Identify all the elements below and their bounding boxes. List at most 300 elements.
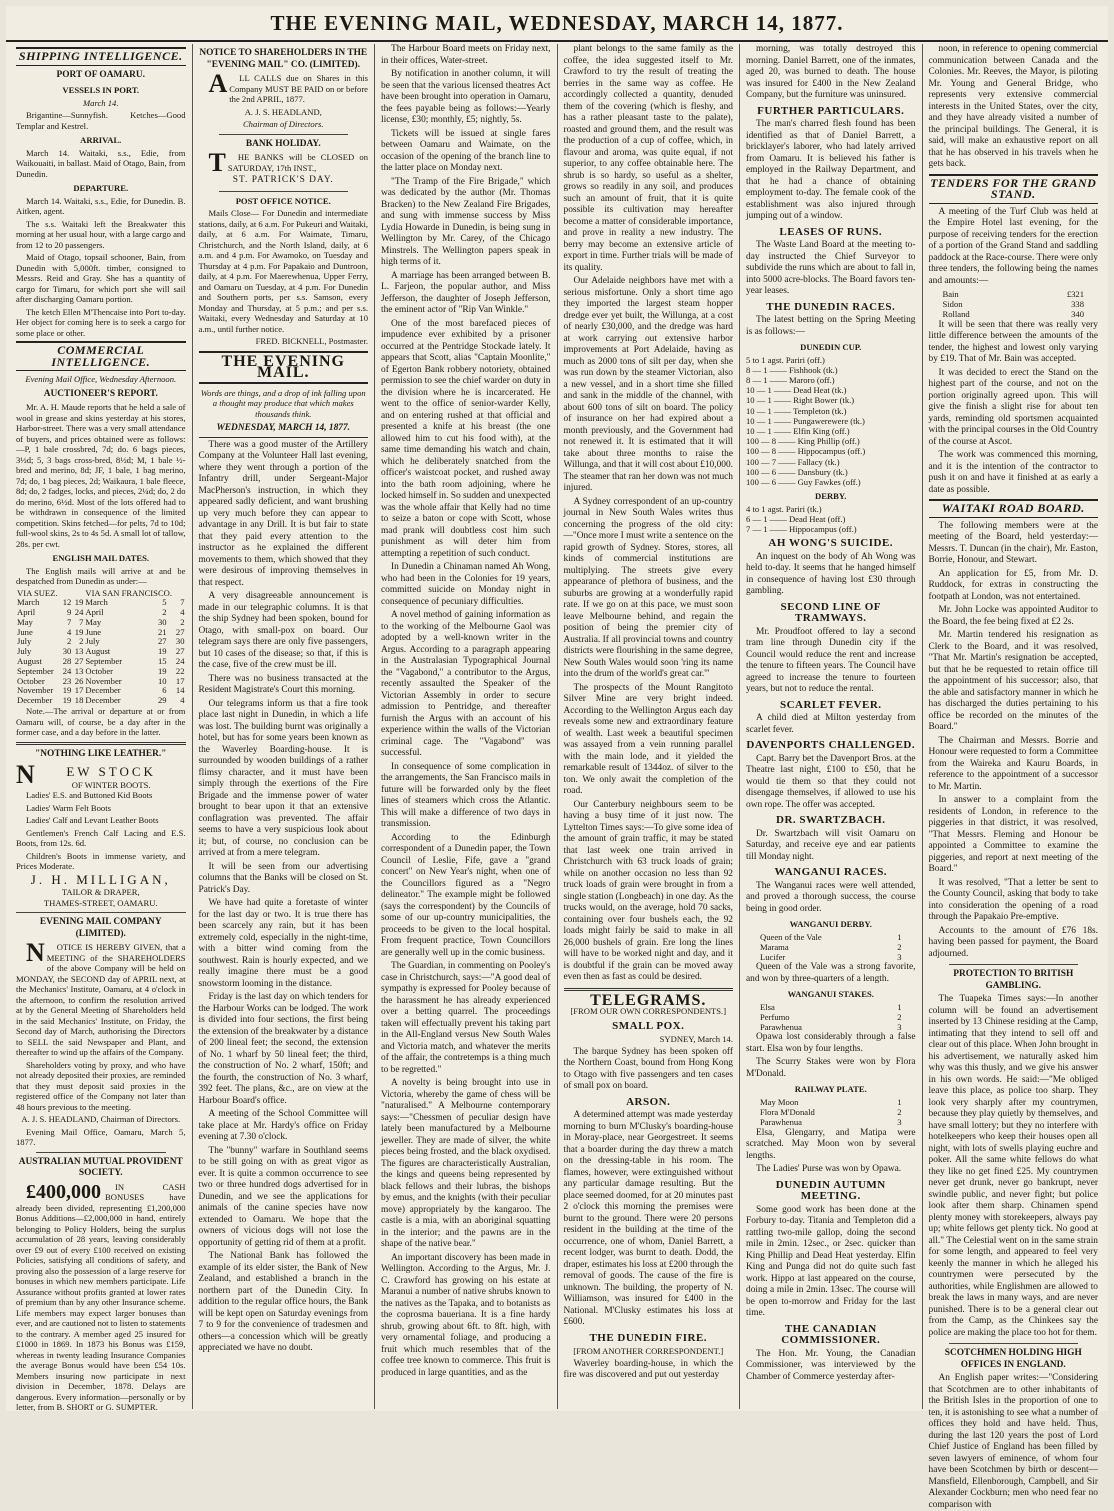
paragraph: "The Tramp of the Fire Brigade," which was dedicated by the author (Mr. Thomas Bracken) to the New Zealand Fire Brigades, and sung with immense success by Miss Lydia Howarde in Dunedin, is being sung in Wellington by Mr. Carey, of the Chicago Minstrels. The Wellington papers speak in high terms of it. (381, 176, 551, 267)
arrival-heading: ARRIVAL. (80, 135, 122, 145)
table-cell: 30 (175, 636, 185, 647)
scarlet-text: A child died at Milton yesterday from scarlet fever. (746, 713, 916, 735)
shareholders-text (199, 69, 369, 105)
post-sign: FRED. BICKNELL, Postmaster. (255, 336, 368, 346)
paragraph: Children's Boots in immense variety, and Prices Moderate. (16, 850, 186, 872)
paragraph: There was no business transacted at the Resident Magistrate's Court this morning. (198, 673, 368, 695)
paragraph: The following members were at the meeting of the Board, held yesterday:—Messrs. T. Duncan (in the chair), Mr. Easton, Borrie, Honour, and Stewart. (928, 520, 1098, 566)
divider (16, 742, 186, 745)
betting-line: 10 — 1 —— Templeton (tk.) (746, 405, 847, 416)
divider (36, 1152, 166, 1153)
betting-line: 10 — 1 —— Dead Heat (tk.) (746, 385, 847, 396)
paragraph: plant belongs to the same family as the coffee, the idea suggested itself to Mr. Crawford to try the result of treating the berries in the same way as coffee. He accordingly collected a quantity, denuded them of the covering (which is fleshy, and has a rather pleasant taste to the palate), roasted and ground them, and the result was the production of a cup of coffee, which, in flavour and aroma, was quite equal, if not superior, to any coffee obtainable here. The shrub is so hardy, so useful as a shelter, grows so readily in any soil, and produces such an amount of fruit, that it is quite possible its cultivation may hereafter become a matter of considerable importance, and prove in reality a new industry. The berry may become an extensive article of export in time. Further trials will be made of its quality. (563, 44, 733, 273)
news-paragraphs (381, 44, 551, 1379)
smallpox-date: SYDNEY, March 14. (659, 1034, 733, 1044)
paragraph: We have had quite a foretaste of winter for the last day or two. It is true there has been scarcely any rain, but it has been extremely cold, especially in the night-time, with a bitter wind coming from the southwest. Rain is hourly expected, and we really imagine there must be a good snowstorm looming in the distance. (198, 898, 368, 989)
paragraph: A novelty is being brought into use in Victoria, whereby the game of chess will be "naturalised." A Melbourne contemporary says:—"Chessmen of peculiar design have lately been manufactured by a Melbourne jeweller. They are made of silver, the white pieces being frosted, and the black oxydised. The figures are characteristically Australian, the kings and queens being represented by black fellows and their lubras, the bishops by emus, and the knights (with their peculiar move) appropriately by the kangaroo. The castle is a mia, with an aboriginal squatting in the interior; and the pawns are in the shape of the native bear." (381, 1078, 551, 1249)
table-cell: 27 (175, 646, 185, 657)
cup-betting (746, 355, 916, 488)
wstakes-results (746, 1002, 916, 1033)
protection-text: The Tuapeka Times says:—In another column will be found an advertisement inserted by 13 Chinese residing at the Camp, intimating that they intend to sell off and clear out of this place. When John brought in his advertisement, we naturally asked him why was this thusly, and we give his answer in his own words. He said:—"Me obliged leave this place, as police too sharp. They look very sharply after my countrymen, because they play quietly by themselves, and have small lottery; but they no interfere with hotelkeepers who keep their houses open all night, with lots of swells playing euchre and poker. All the same white fellows do what they like no get fined £25. My countrymen never get drunk, never go bankrupt, never swindle public, and never fight; but police look after them sharp. Chinamen spend plenty money with storekeepers, always pay up; white fellows get plenty tick. No good at all." The Celestial went on in the same strain for some length, and appeared to feel very keenly the manner in which he alleged his countrymen were persecuted by the authorities, while Englishmen are allowed to break the laws in many ways, and are never punished. There is to be a general clear out from the Camp, as the Chinkees say the police are making the place too hot for them. (928, 994, 1098, 1338)
betting-line: 100 — 6 —— Dansbury (tk.) (746, 466, 848, 477)
table-cell: 15 (157, 656, 167, 667)
paragraph: In Dunedin a Chinaman named Ah Wong, who had been in the Colonies for 19 years, committed suicide on Monday night in consequence of pecuniary difficulties. (381, 562, 551, 607)
table-cell: 19 (62, 695, 72, 706)
result-name: Bain (942, 289, 959, 299)
paragraph: Ladies' E.S. and Buttoned Kid Boots (26, 790, 153, 801)
table-cell: 19 (74, 597, 84, 608)
paragraph: Ladies' Calf and Levant Leather Boots (26, 815, 159, 826)
further-heading: FURTHER PARTICULARS. (757, 104, 905, 117)
betting-line: 10 — 1 —— Elfin King (off.) (746, 425, 850, 436)
table-cell: December (85, 685, 121, 696)
table-cell: 27 (175, 626, 185, 637)
result-name: Sidon (942, 299, 963, 310)
paragraph: A novel method of gaining information as to the working of the Melbourne Gaol was adopted by a well-known writer in the Argus. According to a paragraph appearing in the Australasian Typographical Journal the "Vagabond," a contributor to the Argus, recently assaulted the Speaker of the Victorian Assembly in order to secure admission to Pentridge, and thereafter furnish the Argus with an account of his experience within the walls of the Victorian criminal cage. The "Vagabond" was successful. (381, 610, 551, 758)
amp-body: IN CASH BONUSES have already been divided, representing £1,200,000 Bonus Additions—£2,000,000 in hand, entirely belonging to Policy Holders, being the surplus accumulation of 28 years, leaving considerably over £9 out of every £100 received on existing Policies, satisfying all conditions of safety, and proving also the possession of a large reserve for bonuses in which new members participate. Life Assurance without profits granted at lower rates of premium than by any other Insurance scheme. Life members may expect larger bonuses than ever, and are cautioned not to listen to statements to the contrary. A member aged 25 insured for £1000 in 1869. In 1873 his Bonus was £159, whereas in twenty leading Insurance Companies the average Bonus would have been £54 10s. Members insuring now participate in next division in December, 1878. Delays are dangerous. Every information—personally or by letter, from B. SHORT or G. SUMPTER. (16, 1181, 186, 1413)
paragraph: In consequence of some complication in the arrangements, the San Francisco mails in future will be forwarded only by the fleet lines of steamers which cross the Atlantic. This will make a difference of two days in transmission. (381, 761, 551, 829)
table-cell: 27 (157, 636, 167, 647)
betting-line: 100 — 7 —— Fallacy (tk.) (746, 456, 840, 467)
races-intro: The latest betting on the Spring Meeting is as follows:— (746, 315, 916, 337)
paragraph: Our telegrams inform us that a fire took place last night in Dunedin, in which a life was lost. The building burnt was originally a hotel, but has for some years been known as the Waverley Boarding-house. It is surrounded by wooden buildings of a rather flimsy character, and it must have been simply through the exertions of the Fire Brigade and the immense power of water brought to bear upon it that an extensive conflagration was prevented. The affair seems to have a very suspicious look about it; but, of course, no conclusion can be arrived at from a mere telegram. (198, 698, 368, 858)
shipping-heading: SHIPPING INTELLIGENCE. (16, 47, 186, 66)
leather-heading: "NOTHING LIKE LEATHER." (35, 748, 167, 759)
masthead-title: THE EVENING MAIL, WEDNESDAY, MARCH 14, 1877. (270, 11, 844, 35)
column-5 (740, 44, 923, 1409)
table-cell: August (85, 646, 111, 657)
result-row (746, 1097, 916, 1107)
divider (219, 191, 349, 192)
rail-note: Elsa, Glengarry, and Matipa were scratched. May Moon won by several lengths. (746, 1127, 916, 1161)
bank-body: HE BANKS will be CLOSED on SATURDAY, 17th INST., (227, 152, 368, 173)
table-cell: July (17, 646, 32, 657)
paragraph: The National Bank has followed the example of its elder sister, the Bank of New Zealand, and established a branch in the northern part of the Dunedin City. In addition to the regular office hours, the Bank will be kept open on Saturday evenings from 7 to 9 for the convenience of tradesmen and others—a concession which will be greatly appreciated we have no doubt. (198, 1251, 368, 1353)
arson-heading: ARSON. (626, 1095, 671, 1108)
tenders-text: A meeting of the Turf Club was held at the Empire Hotel last evening, for the purpose of receiving tenders for the erection of a portion of the Grand Stand and saddling paddock at the Race-course. There were only three tenders, the following being the names and amounts:— (928, 206, 1098, 286)
telegrams-heading: TELEGRAMS. (590, 991, 707, 1009)
table-cell: 29 (157, 695, 167, 706)
mail-dates-heading: ENGLISH MAIL DATES. (52, 553, 150, 563)
wstakes-note: Opawa lost considerably through a false start. Elsa won by four lengths. (746, 1032, 916, 1054)
tenders-list (929, 289, 1099, 320)
vessels-heading: VESSELS IN PORT. (62, 85, 140, 95)
commercial-heading: COMMERCIAL INTELLIGENCE. (16, 341, 186, 371)
result-place: 3 (897, 952, 902, 963)
result-name: Rolland (942, 309, 970, 320)
notice-body: OTICE IS HEREBY GIVEN, that a MEETING of the SHAREHOLDERS of the above Company will be held on MONDAY, the SECOND day of APRIL next, at the Mechanics' Institute, Oamaru, at 4 o'clock in the afternoon, to confirm the resolution arrived at by the General Meeting of Shareholders held in the said Mechanics' Institute, on Friday, the Second day of March, authorising the Directors to SELL the said Newspaper and Plant, and thereafter to wind up the affairs of the Company. (16, 942, 186, 1058)
table-cell: 22 (175, 665, 185, 676)
departure-text: March 14. Waitaki, s.s., Edie, for Dunedin. B. Aitken, agent. (16, 195, 186, 216)
betting-line: 100 — 6 —— Guy Fawkes (off.) (746, 476, 861, 487)
table-cell: 19 (157, 646, 167, 657)
swartzbach-text: Dr. Swartzbach will visit Oamaru on Saturday, and receive eye and ear patients till Monday night. (746, 828, 916, 862)
mail-col-sf: VIA SAN FRANCISCO. (85, 587, 173, 598)
notice-text-2: Shareholders voting by proxy, and who have not already deposited their proxies, are reminded that they must deposit said proxies in the registered office of the Company not later than 48 hours previous to the meeting. (16, 1059, 186, 1112)
canada-continued: noon, in reference to opening commercial communication between Canada and the Colonies. Mr. Reeves, the Mayor, is piloting Mr. Young and General Bridge, who represents very extensive commercial interests in the United States, over the city, and they have already visited a number of the principal buildings. The General, it is said, will make an exhaustive report on all that he has observed in his travels when he gets back. (928, 44, 1098, 169)
arson-text: A determined attempt was made yesterday morning to burn M'Clusky's boarding-house in Moray-place, near Georgestreet. It seems that a boarder during the day threw a match on the dressing-table in his room. The flames, however, were extinguished without any particular damage resulting. But the place seemed doomed, for at 20 minutes past 2 o'clock this morning the premises were burnt to the ground. There were 20 persons resident in the building at the time of the occurrence, one of whom, Daniel Barrett, a recent lodger, was burnt to death. Dodd, the draper, estimates his loss at £200 through the removal of goods. The cause of the fire is unknown. The building, the property of N. Williamson, was insured for £400 in the National. M'Clusky estimates his loss at £600. (563, 1110, 733, 1327)
table-cell: December (17, 695, 53, 706)
paragraph: An important discovery has been made in Wellington. According to the Argus, Mr. J. C. Crawford has growing on his estate at Maranui a number of native shrubs known to the natives as the Tapaka, and to botanists as the coprosma baueriana. It is a fine hardy shrub, growing about 6ft. to 8ft. high, with very ornamental foliage, and producing a fruit which much resembles that of the coffee tree known to commerce. This fruit is produced in large quantities, and as the (381, 1252, 551, 1378)
paragraph: The Guardian, in commenting on Pooley's case in Christchurch, says:—"A good deal of sympathy is expressed for Pooley because of the harassment he has already experienced over a betting quarrel. The proceedings taken will effectually prevent his taking part in the All-England versus New South Wales and Victoria match, and whatever the merits of the affair, the contretemps is a thing much to be regretted." (381, 961, 551, 1075)
result-name: Parawhenua (760, 1117, 802, 1128)
tram-text: Mr. Proudfoot offered to lay a second tram line through Dunedin city if the Council would reduce the rent and increase the tenure to fifteen years. The Council have agreed to increase the tenure to fourteen years, but not to reduce the rental. (746, 626, 916, 695)
scarlet-heading: SCARLET FEVER. (779, 698, 882, 711)
wderby-note: Queen of the Vale was a strong favorite, and won by three-quarters of a length. (746, 962, 916, 984)
table-cell: 2 (180, 616, 185, 627)
table-cell: 13 (74, 665, 84, 676)
paragraph: Tickets will be issued at single fares between Oamaru and Waimate, on the occasion of the opening of the branch line to the latter place on Monday next. (381, 128, 551, 173)
paragraph: There was a good muster of the Artillery Company at the Volunteer Hall last evening, where they went through a portion of the Infantry drill, under Sergeant-Major MacPherson's instruction, in which they appeared sadly deficient, and want brushing up very much before they can appear to advantage in any Drill. It is but fair to state that they paid every attention to the instructor as he explained the different movements to them, which showed that they were desirous of improving themselves in that respect. (198, 439, 368, 588)
result-place: 2 (897, 1107, 902, 1118)
table-cell: June (17, 626, 33, 637)
result-place: 338 (1071, 299, 1084, 310)
mail-dates-sub: The English mails will arrive at and be despatched from Dunedin as under:— (16, 565, 186, 586)
tenders-heading: TENDERS FOR THE GRAND STAND. (929, 174, 1099, 204)
paragraph: The Harbour Board meets on Friday next, in their offices, Water-street. (381, 44, 551, 66)
table-cell: December (85, 695, 121, 706)
stock-title: EW STOCK (66, 764, 156, 780)
mail-col-suez: VIA SUEZ. (17, 587, 58, 598)
result-place: 2 (897, 941, 902, 952)
table-cell: 27 (74, 656, 84, 667)
paragraph: Our Adelaide neighbors have met with a serious misfortune. Only a short time ago they imported the largest steam hopper dredge ever yet built, the Willunga, at a cost of nearly £30,000, and the dredge was hard at work carrying out extensive harbor improvements at Port Adelaide, having as much as 2000 tons of silt per day, when she was run down by the steamer Victorian, also a new vessel, and in a short time she filled and sank in the middle of the channel, with about 600 tons of silt on board. The policy of insurance on her had expired about a month previously, and the Government had not renewed it. It is estimated that it will take about three months to raise the Willunga, and that it will cost about £10,000. The steamer that ran her down was not much injured. (563, 276, 733, 493)
tenders-text-2: It will be seen that there was really very little difference between the amounts of the tender, the highest and lowest only varying by £19. That of Mr. Bain was accepted. (928, 319, 1098, 365)
tenders-text-4: The work was commenced this morning, and it is the intention of the contractor to push it on and have it finished at as early a date as possible. (928, 450, 1098, 495)
betting-line: 4 to 1 agst. Pariri (tk.) (746, 503, 822, 514)
table-cell: 5 (162, 597, 167, 608)
shipping-para: The s.s. Waitaki left the Breakwater this morning at her usual hour, with a large cargo and from 12 to 20 passengers. (16, 218, 186, 250)
table-cell: 7 (66, 616, 72, 627)
table-cell: October (17, 675, 45, 686)
mail-note: Note.—The arrival or departure at or from Oamaru will, of course, be a day after in the former case, and a day before in the latter. (16, 706, 186, 738)
drop-cap-a: A (208, 69, 228, 98)
betting-line: 100 — 8 —— King Phillip (off.) (746, 436, 860, 447)
table-cell: 24 (62, 665, 72, 676)
result-row (746, 952, 916, 962)
canada-text: The Hon. Mr. Young, the Canadian Commissioner, was interviewed by the Chamber of Commerce yesterday after- (746, 1348, 916, 1382)
paragraph: Friday is the last day on which tenders for the Harbour Works can be lodged. The work is divided into four sections, the first being the extension of the breakwater by a distance of 200 lineal feet; the second, the extension of No. 1 wharf by 50 lineal feet; the third, the construction of No. 2 wharf, 150ft; and the fourth, the construction of No. 3 wharf, 392 feet. The plans, &c., are on view at the Harbour Board's office. (198, 992, 368, 1106)
table-cell: May (85, 616, 102, 627)
result-name: May Moon (760, 1096, 799, 1107)
table-cell: 6 (162, 685, 167, 696)
table-cell: April (17, 607, 36, 618)
paragraph: Gentlemen's French Calf Lacing and E.S. Boots, from 12s. 6d. (16, 827, 186, 849)
protection-heading: PROTECTION TO BRITISH GAMBLING. (953, 969, 1074, 991)
rail-results (746, 1097, 916, 1128)
amp-heading: AUSTRALIAN MUTUAL PROVIDENT SOCIETY. (18, 1156, 183, 1179)
smallpox-heading: SMALL POX. (612, 1019, 685, 1032)
table-cell: 24 (74, 607, 84, 618)
result-place: £321 (1066, 289, 1084, 299)
drop-cap-t: T (208, 148, 226, 177)
betting-line: 8 — 1 —— Maroro (off.) (746, 374, 835, 385)
port-heading: PORT OF OAMARU. (56, 69, 145, 80)
table-cell: September (17, 665, 54, 676)
rail-heading: RAILWAY PLATE. (794, 1084, 867, 1095)
bank-heading: BANK HOLIDAY. (245, 138, 321, 149)
post-text: Mails Close— For Dunedin and intermediate stations, daily, at 6 a.m. For Pukeuri and Waitaki, daily, at 6 a.m. For Waimate, Timaru, Christchurch, and the North Island, daily, at 6 a.m. and 4 p.m. For Awamoko, on Tuesday and Thursday at 4 p.m. For Papakaio and Duntroon, daily, at 4 p.m. For Maerewhenua, Upper Ferry, and Oamaru on Tuesday, at 4 p.m. For Dunedin and Southern ports, per s.s. Samson, every Monday and Thursday, at 5 p.m.; and per s.s. Waitaki, every Wednesday and Saturday at 10 a.m., until further notice. (198, 208, 368, 334)
suicide-text: An inquest on the body of Ah Wong was held to-day. It seems that he hanged himself in consequence of having lost £30 through gambling. (746, 551, 916, 597)
divider (949, 1343, 1079, 1344)
scurry-text: The Scurry Stakes were won by Flora M'Donald. (746, 1057, 916, 1079)
wanganui-text: The Wanganui races were well attended, and proved a thorough success, the course being in good order. (746, 880, 916, 914)
post-heading: POST OFFICE NOTICE. (235, 195, 331, 206)
table-cell: 18 (74, 695, 84, 706)
swartzbach-heading: DR. SWARTZBACH. (776, 814, 886, 827)
result-row (929, 289, 1099, 299)
milligan-name: J. H. MILLIGAN, (30, 871, 171, 887)
table-cell: 24 (175, 656, 185, 667)
dateline: WEDNESDAY, MARCH 14, 1877. (199, 423, 369, 438)
paragraph: A marriage has been arranged between B. L. Farjeon, the popular author, and Miss Jefferson, the daughter of Joseph Jefferson, the eminent actor of "Rip Van Winkle." (381, 270, 551, 315)
table-cell: 19 (157, 665, 167, 676)
table-cell: 2 (162, 607, 167, 618)
drop-cap-n: N (16, 760, 35, 790)
result-row (746, 1117, 916, 1127)
result-name: Flora M'Donald (760, 1107, 815, 1118)
tenders-text-3: It was decided to erect the Stand on the highest part of the course, and not on the portion originally agreed upon. This will give the finish a slight rise for about ten yards, reminding old sportsmen acquainted with the principal courses in the Old Country of the course at Ascot. (928, 367, 1099, 447)
cup-heading: DUNEDIN CUP. (800, 342, 862, 352)
davenports-text: Capt. Barry bet the Davenport Bros. at the Theatre last night, £100 to £50, that he would tie them so that they could not disengage themselves, if allowed to use his own rope. The offer was accepted. (746, 753, 916, 810)
result-row (746, 1022, 916, 1032)
result-row (746, 1012, 916, 1022)
result-place: 1 (897, 1001, 902, 1012)
paragraph: Mr. Martin tendered his resignation as Clerk to the Board, and it was resolved, "That Mr. Martin's resignation be accepted, but that he be requested to retain office till the appointment of his successor; also, that the able and satisfactory manner in which he has discharged the duties pertaining to his office be recorded on the minutes of the Board." (928, 630, 1098, 733)
table-cell: July (85, 636, 100, 647)
milligan-address: THAMES-STREET, OAMARU. (43, 897, 158, 908)
bank-day: ST. PATRICK'S DAY. (232, 175, 334, 185)
table-cell: 7 (180, 597, 185, 608)
company-heading: EVENING MAIL COMPANY (LIMITED). (39, 917, 162, 939)
shipping-para: Maid of Otago, topsail schooner, Bain, from Dunedin with 5,000ft. timber, consigned to Messrs. Reid and Gray. She has a quantity of cargo for Timaru, for which port she will sail after discharging Oamaru portion. (16, 252, 186, 304)
table-cell: 4 (180, 695, 185, 706)
fire-sub: [FROM ANOTHER CORRESPONDENT.] (573, 1346, 724, 1356)
paragraph: By notification in another column, it will be seen that the various licensed theatres Act have been brought into operation in Oamaru, the fees payable being as follows:—Yearly license, £30; monthly, £5; nightly, 5s. (381, 69, 551, 125)
result-row (746, 942, 916, 952)
boots-ad (16, 762, 186, 913)
boots-list (16, 790, 186, 872)
result-place: 1 (897, 1096, 902, 1107)
auctioneer-heading: AUCTIONEER'S REPORT. (43, 388, 158, 399)
table-cell: 21 (157, 626, 167, 637)
autumn-heading: DUNEDIN AUTUMN MEETING. (775, 1178, 886, 1203)
table-cell: 13 (74, 646, 84, 657)
shareholders-role: Chairman of Directors. (242, 119, 324, 129)
fire-heading: THE DUNEDIN FIRE. (589, 1331, 708, 1344)
divider (219, 134, 349, 135)
table-cell: 14 (175, 685, 185, 696)
commercial-date: Evening Mail Office, Wednesday Afternoon. (25, 374, 177, 384)
divider (564, 988, 734, 991)
table-cell: 4 (180, 607, 185, 618)
shareholders-body: LL CALLS due on Shares in this Company MUST BE PAID on or before the 2nd APRIL, 1877. (229, 73, 368, 104)
table-cell: 30 (157, 616, 167, 627)
result-name: Marama (760, 941, 789, 952)
shipping-para: The ketch Ellen M'Thencaise into Port to-day. Her object for coming here is to seek a cargo for some place or other. (16, 306, 186, 338)
wanganui-heading: WANGANUI RACES. (774, 866, 888, 879)
editorial-paragraphs (199, 440, 369, 1355)
table-cell: June (85, 626, 102, 637)
result-place: 1 (897, 931, 902, 942)
news-paragraphs (564, 44, 734, 984)
table-cell: 7 (79, 616, 84, 627)
paragraph: Ladies' Warm Felt Boots (26, 802, 111, 813)
table-cell: November (17, 685, 54, 696)
telegrams-sub: [FROM OUR OWN CORRESPONDENTS.] (570, 1006, 727, 1016)
mail-dates-table (16, 589, 186, 707)
motto: Words are things, and a drop of ink falling upon a thought may produce that which makes thousands think. (200, 387, 366, 419)
table-cell: September (85, 656, 123, 667)
betting-line: 5 to 1 agst. Pariri (off.) (746, 354, 825, 365)
betting-line: 100 — 8 —— Hippocampus (off.) (746, 446, 866, 457)
races-heading: THE DUNEDIN RACES. (766, 300, 896, 313)
result-name: Perfumo (760, 1012, 790, 1023)
amp-amount: £400,000 (26, 1180, 101, 1203)
column-4 (558, 44, 741, 1409)
davenports-heading: DAVENPORTS CHALLENGED. (746, 739, 916, 752)
table-cell: 26 (74, 675, 84, 686)
betting-line: 6 — 1 —— Dead Heat (off.) (746, 513, 846, 524)
result-row (929, 309, 1099, 319)
shareholders-heading: NOTICE TO SHAREHOLDERS IN THE "EVENING MAIL" CO. (LIMITED). (199, 48, 368, 70)
waitaki-heading: WAITAKI ROAD BOARD. (929, 499, 1099, 518)
paragraph: An application for £5, from Mr. D. Ruddock, for extras in constructing the footpath at London, was not entertained. (928, 568, 1098, 602)
table-cell: 19 (62, 685, 72, 696)
newspaper-page (6, 6, 1108, 1510)
evening-mail-title: THE EVENING MAIL. (199, 351, 369, 384)
table-cell: July (17, 636, 32, 647)
result-place: 340 (1071, 309, 1084, 320)
table-cell: 2 (66, 636, 72, 647)
purse-text: The Ladies' Purse was won by Opawa. (756, 1164, 902, 1175)
betting-line: 10 — 1 —— Pungawerewere (tk.) (746, 415, 865, 426)
result-row (746, 1002, 916, 1012)
column-1 (10, 44, 193, 1413)
paragraph: The Chairman and Messrs. Borrie and Honour were requested to form a Committee from the Waireka and Kauru Boards, in reference to the appointment of a successor to Mr. Martin. (928, 735, 1098, 792)
departure-heading: DEPARTURE. (73, 183, 129, 193)
masthead (6, 6, 1108, 42)
paragraph: The prospects of the Mount Rangitoto Silver Mine are very bright indeed. According to the Wellington Argus each day reveals some new and extraordinary feature of wealth. Last week a beautiful specimen was assayed from a vein running parallel with the main lode, and it yielded the remarkable result of 1344oz. of silver to the ton. We only await the completion of the road. (563, 682, 733, 796)
result-row (746, 1107, 916, 1117)
smallpox-text: The barque Sydney has been spoken off the Northern Coast, bound from Hong Kong to Otago with five passengers and ten cases of small pox on board. (563, 1046, 733, 1091)
table-cell: 23 (62, 675, 72, 686)
paragraph: A Sydney correspondent of an up-country journal in New South Wales writes thus concerning the progress of the old city:—"Once more I must write a sentence on the rapid growth of Sydney. Stores, stores, all kinds of commercial institutions are multiplying. The streets give every appearance of plethora of business, and the suburbs are growing at a wonderfully rapid rate. If we go on at this pace, we must soon leave Melbourne behind, and regain the position of being the premier city of Australia. If all provincial towns and country districts were flourishing in the same degree, New South Wales would soon 'ring its name into the drum of the world's great car.'" (563, 496, 733, 679)
divider (949, 964, 1079, 965)
milligan-trade: TAILOR & DRAPER, (61, 887, 140, 898)
tram-heading: SECOND LINE OF TRAMWAYS. (780, 600, 882, 625)
notice-text (16, 938, 186, 1058)
suicide-heading: AH WONG'S SUICIDE. (768, 537, 894, 550)
result-place: 2 (897, 1012, 902, 1023)
autumn-text: Some good work has been done at the Forbury to-day. Titania and Templeton did a rattling two-mile gallop, doing the second mile in 2min. 12sec., or 2sec. quicker than King Phillip and Dead Heat yesterday. Elfin King and Punga did not do quite such fast work. Hippo at last appeared on the course, doing a mile in 2min. 13sec. The course will be open to-morrow and Friday for the last time. (746, 1204, 916, 1319)
table-cell: October (85, 665, 114, 676)
table-cell: April (85, 607, 104, 618)
table-cell: March (17, 597, 40, 608)
scots-heading: SCOTCHMEN HOLDING HIGH OFFICES IN ENGLAND. (944, 1348, 1082, 1370)
betting-line: 7 — 1 —— Hippocampus (off.) (746, 524, 857, 535)
table-cell: November (85, 675, 122, 686)
wderby-heading: WANGANUI DERBY. (789, 919, 872, 930)
fire-continued: morning, was totally destroyed this morning. Daniel Barrett, one of the inmates, aged 20, was burned to death. The house was insured for £400 in the New Zealand Company, but the furniture was uninsured. (746, 44, 916, 100)
vessels-text: Brigantine—Sunnyfish. Ketches—Good Templar and Kestrel. (16, 110, 186, 131)
notice-office: Evening Mail Office, Oamaru, March 5, 1877. (16, 1126, 186, 1148)
column-2 (193, 44, 376, 1409)
paragraph: The "bunny" warfare in Southland seems to be still going on with as great vigor as ever. It is quite a common occurrence to see two or three hundred dogs advertised for in Dunedin, and we see the applications for animals of the canine species have now extended to Oamaru. We hope that the owners of vicious dogs will not lose the opportunity of getting rid of them at a profit. (198, 1145, 368, 1248)
scots-text: An English paper writes:—"Considering that Scotchmen are to other inhabitants of the British Isles in the proportion of one to ten, it is astonishing to see what a number of offices they hold and have held. Thus, during the last 120 years the post of Lord Chief Justice of England has been filled by seven lawyers of eminence, of whom four have been Scotchmen by birth or descent—Mansfield, Ellenborough, Campbell, and Sir Alexander Cockburn; men who need fear no comparison with (928, 1373, 1098, 1510)
table-cell: 19 (74, 626, 84, 637)
paragraph: It was resolved, "That a letter be sent to the County Council, asking that body to take into consideration the opening of a road through the Papakaio Pre-emptive. (928, 877, 1098, 923)
result-place: 3 (897, 1117, 902, 1128)
wstakes-heading: WANGANUI STAKES. (787, 989, 874, 1000)
stock-subtitle: OF WINTER BOOTS. (71, 779, 151, 790)
result-name: Lucifer (760, 952, 786, 963)
paragraph: Our Canterbury neighbours seem to be having a busy time of it just now. The Lyttelton Times says:—To give some idea of the amount of grain traffic, it may be stated that last week one train arrived in Christchurch with 63 truck loads of grain; while on another occasion no less than 92 truck loads of grain were brought in from a single station (Longbeach) in one day. As the trucks would, on the average, hold 70 sacks, containing over four bushels each, the 92 loads might fairly be said to make in all 26,000 bushels of grain. Ere long the lines will have to be worked night and day, and it is doubtful if the grain can be moved away even then as fast as could be desired. (563, 799, 733, 982)
shareholders-sign: A. J. S. HEADLAND, (244, 106, 322, 117)
table-cell: 30 (62, 646, 72, 657)
table-cell: 10 (157, 675, 167, 686)
columns (10, 44, 1104, 1510)
table-cell: 9 (66, 607, 72, 618)
column-3 (375, 44, 558, 1409)
paragraph: Accounts to the amount of £76 18s. having been passed for payment, the Board adjourned. (928, 925, 1098, 959)
wderby-results (746, 932, 916, 963)
table-cell: 28 (62, 656, 72, 667)
column-6 (923, 44, 1105, 1510)
fire-text: Waverley boarding-house, in which the fire was discovered and put out yesterday (563, 1358, 733, 1380)
vessels-date: March 14. (83, 97, 119, 108)
further-text: The man's charred flesh found has been identified as that of Daniel Barrett, a bricklayer's laborer, who had lately arrived from Oamaru. It is believed his father is employed in the Railway Department, and that he had a chance of obtaining employment to-day. The female cook of the establishment was also injured through jumping out of a window. (746, 119, 916, 221)
paragraph: In answer to a complaint from the residents of London, in reference to the piggeries in that district, it was resolved, "That Messrs. Fleming and Honour be appointed a Committee to examine the piggeries, and report at next meeting of the Board." (928, 795, 1098, 875)
result-row (746, 932, 916, 942)
auctioneer-text: Mr. A. H. Maude reports that he held a sale of wool in grease and skins yesterday at his stores, Harbor-street. There was a very small attendance of buyers, and prices obtained were as follows:—P, 1 bale crossbred, 7d; do. 6 bags pieces, 3½d; 5, 3 bags cross-bred, 8½d; M, 1 bale ½-bred and merino, 8d; JF, 1 bale, 1 bag merino, 7d; do, 1 bag pieces, 2d; Waikaura, 1 bale fleece, 8d; do, 2 fadges, locks, and pieces, 2¼d; do, 2 do do merino, 6½d. Most of the lots offered had to be withdrawn in consequence of the limited competition. Skins fetched—for pelts, 7d to 10d; full-wool skins, 2s to 4s 5d. A small lot of tallow, 28s. per cwt. (16, 402, 186, 549)
table-row (16, 696, 186, 706)
table-cell: 2 (79, 636, 84, 647)
derby-heading: DERBY. (815, 491, 847, 502)
table-cell: March (85, 597, 108, 608)
table-cell: 4 (66, 626, 72, 637)
waitaki-paragraphs (929, 521, 1099, 961)
table-cell: May (17, 616, 33, 627)
leases-heading: LEASES OF RUNS. (779, 225, 883, 238)
drop-cap-n: N (26, 938, 45, 968)
result-name: Elsa (760, 1001, 775, 1012)
result-name: Parawhenua (760, 1022, 802, 1033)
amp-text (16, 1182, 186, 1413)
canada-heading: THE CANADIAN COMMISSIONER. (781, 1322, 881, 1347)
result-name: Queen of the Vale (760, 931, 822, 942)
result-place: 3 (897, 1022, 902, 1033)
arrival-text: March 14. Waitaki, s.s., Edie, from Waikouaiti, in ballast. Maid of Otago, Bain, from Dunedin. (16, 147, 186, 179)
table-cell: August (17, 656, 42, 667)
bank-text (199, 148, 369, 177)
betting-line: 8 — 1 —— Fishhook (tk.) (746, 364, 838, 375)
paragraph: According to the Edinburgh correspondent of a Dunedin paper, the Town Council of Leslie, Fife, gave a "grand concert" on New Year's night, when one of the Councillors figured as a "Negro delineator." The example might be followed (says the correspondent) by the Councils of some of our up-country municipalities, the proceeds to be given to the local hospital. From frequent practice, Town Councillors are generally well up in the comic business. (381, 832, 551, 958)
leases-text: The Waste Land Board at the meeting to-day instructed the Chief Surveyor to subdivide the runs which are about to fall in, into 5000 acre-blocks. The Board favors ten-year leases. (746, 240, 916, 296)
result-row (929, 299, 1099, 309)
betting-line: 10 — 1 —— Right Bower (tk.) (746, 395, 855, 406)
table-cell: 12 (62, 597, 72, 608)
paragraph: A meeting of the School Committee will take place at Mr. Hardy's office on Friday evening at 7.30 o'clock. (198, 1109, 368, 1142)
paragraph: A very disagreeable announcement is made in our telegraphic columns. It is that the ship Sydney had been spoken, bound for Otago, with small-pox on board. Our telegram says there are only five passengers, but 10 cases of the disease; so that, if this is the case, five of the crew must be ill. (198, 591, 368, 670)
derby-betting (746, 504, 916, 535)
paragraph: Mr. John Locke was appointed Auditor to the Board, the fee being fixed at £2 2s. (928, 605, 1098, 627)
notice-sign: A. J. S. HEADLAND, Chairman of Directors. (21, 1114, 181, 1125)
paragraph: It will be seen from our advertising columns that the Banks will be closed on St. Patrick's Day. (198, 861, 368, 895)
paragraph: One of the most barefaced pieces of impudence ever exhibited by a prisoner occurred at the Pentridge Stockade lately. It appears that Scott, alias "Captain Moonlite," of Egerton Bank robbery notoriety, obtained permission to see the chief warder on duty in the division where he is incarcerated. He went to the office of senior-warder Kelly, and on entering rushed at that official and presented a knife at his breast (the one allowed him to cut his food with), at the same time demanding his watch and chain, which he deliberately snatched from the officer's waistcoat pocket, and rushed away into the bath room adjoining, where he locked himself in. So sudden and unexpected was the whole affair that Kelly had no time to seize a baton or cope with Scott, whose mad prank will doubtless cost him such punishment as will deter him from attempting a repetition of such conduct. (381, 318, 551, 559)
table-cell: 17 (74, 685, 84, 696)
table-cell: 17 (175, 675, 185, 686)
